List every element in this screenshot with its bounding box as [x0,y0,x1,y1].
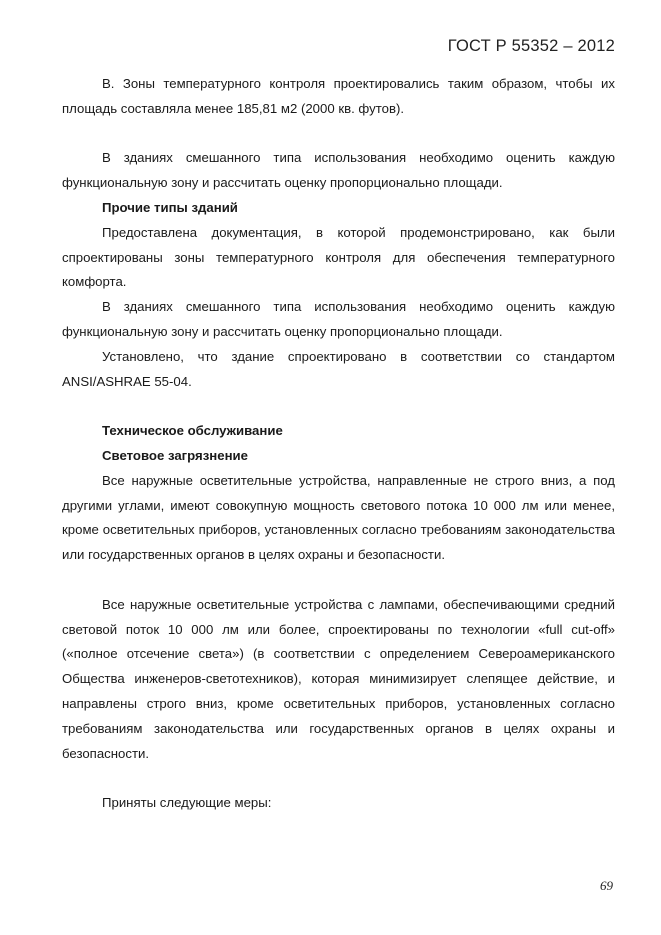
document-body [62,72,615,816]
heading-maintenance: Техническое обслуживание [102,423,283,439]
document-header: ГОСТ Р 55352 – 2012 [447,37,615,55]
paragraph-mixed-use-2: В зданиях смешанного типа использования необходимо оценить каждую функциональную зону и рассчитать оценку пропорционально площади. [62,299,615,339]
paragraph-ashrae: Установлено, что здание спроектировано в соответствии со стандартом ANSI/ASHRAE 55-04. [62,348,615,389]
spacer [62,394,615,419]
paragraph-outdoor-lighting-1: Все наружные осветительные устройства, направленные не строго вниз, а под другими углами, имеют совокупную мощность светового потока 10 000 лм или менее, кроме осветительных приборов, установленных согласно требованиям законодательства или государственных органов в целях охраны и безопасности. [62,472,615,563]
paragraph-documentation: Предоставлена документация, в которой продемонстрировано, как были спроектированы зоны температурного контроля для обеспечения температурного комфорта. [62,224,615,290]
paragraph-measures-taken: Приняты следующие меры: [102,795,272,811]
page-number: 69 [600,878,613,893]
spacer [62,122,615,147]
spacer [62,568,615,593]
heading-other-building-types: Прочие типы зданий [102,199,238,215]
paragraph-outdoor-lighting-2: Все наружные осветительные устройства с лампами, обеспечивающими средний световой поток 10 000 лм или более, спроектированы по технологии «full cut-off» («полное отсечение света») (в соответствии с определением Североамериканского Общества инженеров-светотехников), которая минимизирует слепящее действие, и направлены строго вниз, кроме осветительных приборов, установленных согласно требованиям законодательства или государственных органов в целях охраны и безопасности. [62,596,615,761]
paragraph-mixed-use-1: В зданиях смешанного типа использования необходимо оценить каждую функциональную зону и рассчитать оценку пропорционально площади. [62,150,615,191]
spacer [62,766,615,791]
heading-light-pollution: Световое загрязнение [102,447,248,463]
paragraph-zones-area: В. Зоны температурного контроля проектировались таким образом, чтобы их площадь составляла менее 185,81 м2 (2000 кв. футов). [62,76,615,116]
